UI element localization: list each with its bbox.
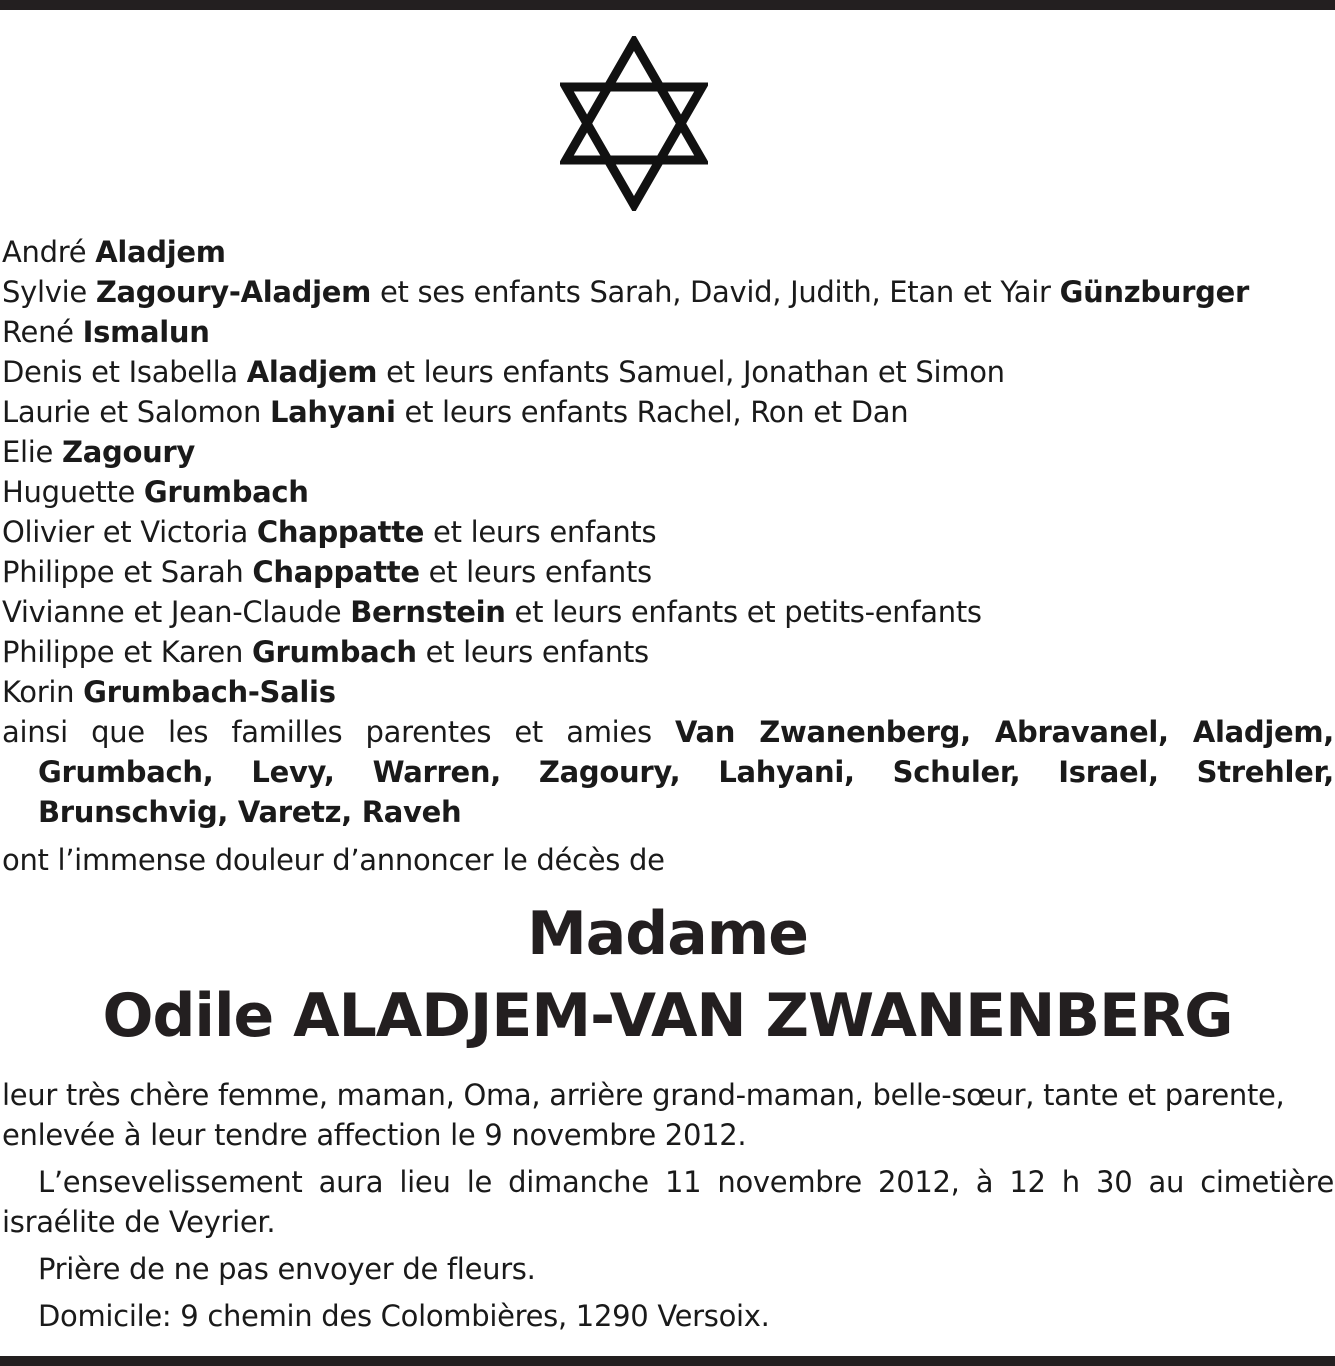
family-line: André Aladjem — [2, 235, 226, 269]
family-line: Huguette Grumbach — [2, 475, 309, 509]
top-rule — [0, 0, 1335, 10]
notice-body — [2, 1075, 1334, 1336]
deceased-name: Odile ALADJEM-VAN ZWANENBERG — [102, 981, 1233, 1051]
family-line: Olivier et Victoria Chappatte et leurs enfants — [2, 515, 657, 549]
family-surname: Grumbach — [143, 475, 309, 509]
announcement-text: ont l’immense douleur d’annoncer le décès de — [2, 843, 665, 877]
family-surname: Zagoury — [62, 435, 196, 469]
family-surname: Chappatte — [252, 555, 420, 589]
tribute-paragraph: leur très chère femme, maman, Oma, arrière grand-maman, belle-sœur, tante et parente, enlevée à leur tendre affection le 9 novembre 2012. — [2, 1078, 1285, 1152]
related-families: ainsi que les familles parentes et amies Van Zwanenberg, Abravanel, Aladjem, Grumbach, Levy, Warren, Zagoury, Lahyani, Schuler, Israel, Strehler, Brunschvig, Varetz, Raveh — [2, 715, 1334, 829]
family-line: Philippe et Sarah Chappatte et leurs enfants — [2, 555, 652, 589]
family-surname: Bernstein — [350, 595, 506, 629]
star-of-david-icon — [560, 36, 708, 211]
family-line: Philippe et Karen Grumbach et leurs enfants — [2, 635, 649, 669]
family-list — [2, 232, 1334, 832]
family-line: Sylvie Zagoury-Aladjem et ses enfants Sarah, David, Judith, Etan et Yair Günzburger — [2, 275, 1249, 309]
funeral-paragraph: L’ensevelissement aura lieu le dimanche 11 novembre 2012, à 12 h 30 au cimetière israélite de Veyrier. — [2, 1165, 1334, 1239]
family-surname: Aladjem — [246, 355, 378, 389]
family-surname: Aladjem — [95, 235, 226, 269]
family-surname: Lahyani — [269, 395, 396, 429]
family-line: Elie Zagoury — [2, 435, 196, 469]
family-surname: Grumbach-Salis — [83, 675, 336, 709]
family-surname: Ismalun — [82, 315, 210, 349]
deceased-block — [0, 893, 1335, 1057]
flowers-paragraph: Prière de ne pas envoyer de fleurs. — [38, 1252, 536, 1286]
domicile-paragraph: Domicile: 9 chemin des Colombières, 1290 Versoix. — [38, 1299, 770, 1333]
deceased-title: Madame — [527, 899, 808, 969]
family-line: Denis et Isabella Aladjem et leurs enfants Samuel, Jonathan et Simon — [2, 355, 1005, 389]
family-surname: Zagoury-Aladjem — [95, 275, 372, 309]
family-line: Laurie et Salomon Lahyani et leurs enfants Rachel, Ron et Dan — [2, 395, 909, 429]
related-family-names: Van Zwanenberg, Abravanel, Aladjem, Grumbach, Levy, Warren, Zagoury, Lahyani, Schuler, Israel, Strehler, Brunschvig, Varetz, Raveh — [38, 715, 1334, 829]
family-surname: Günzburger — [1059, 275, 1249, 309]
family-line: René Ismalun — [2, 315, 210, 349]
family-line: Korin Grumbach-Salis — [2, 675, 336, 709]
family-line: Vivianne et Jean-Claude Bernstein et leurs enfants et petits-enfants — [2, 595, 982, 629]
family-surname: Grumbach — [251, 635, 417, 669]
family-surname: Chappatte — [256, 515, 425, 549]
bottom-rule — [0, 1356, 1335, 1366]
